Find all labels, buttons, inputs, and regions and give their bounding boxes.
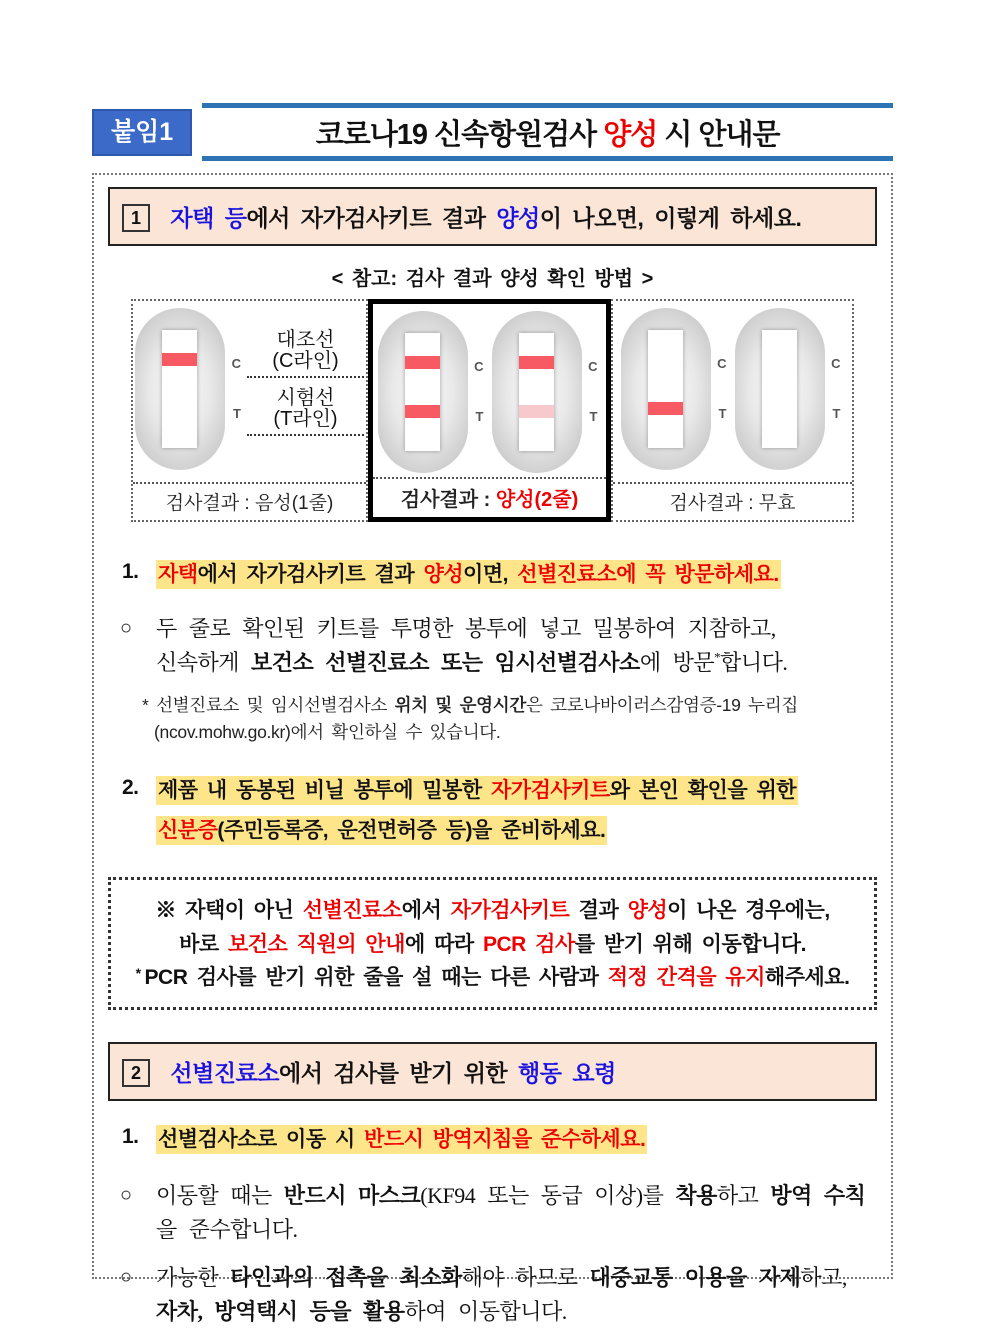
- positive-result-panel: [368, 299, 611, 522]
- title-post: 시 안내문: [657, 118, 780, 151]
- title-pre: 코로나19 신속항원검사: [315, 118, 604, 151]
- t-letter: T: [832, 406, 841, 421]
- item2-red2: 신분증: [158, 818, 218, 842]
- item2-red1: 자가검사키트: [491, 779, 610, 803]
- section1-head-blue2: 양성: [496, 205, 540, 231]
- footnote-text2: 은 코로나바이러스감염증-19 누리집: [526, 694, 798, 715]
- notice-line2: [119, 928, 866, 962]
- kit-body: [621, 308, 711, 470]
- section1-header: [108, 187, 877, 246]
- bullet1-line2-text3: 합니다.: [720, 649, 788, 675]
- s2b2-bold3: 자차, 방역택시 등을 활용: [156, 1298, 405, 1324]
- item-text: [156, 558, 877, 592]
- kit-body: [378, 311, 468, 473]
- c-line-band: [519, 356, 554, 369]
- kit-positive-strong: [376, 309, 490, 477]
- invalid-kit-area: [613, 301, 852, 482]
- footnote-line2: (ncov.mohw.go.kr)에서 확인하실 수 있습니다.: [154, 721, 501, 742]
- item-text: [156, 774, 877, 847]
- footnote-text1: 선별진료소 및 임시선별검사소: [156, 694, 395, 715]
- t-line-band: [648, 402, 683, 415]
- content-frame: [92, 173, 893, 1324]
- highlighted-text: [156, 776, 798, 805]
- s2b2-text4: 하여 이동합니다.: [404, 1298, 567, 1324]
- item2-text2: 와 본인 확인을 위한: [609, 779, 797, 803]
- line-labels: [247, 306, 366, 436]
- s2b2-text1: 가능한: [156, 1264, 231, 1290]
- notice-l2-text1: 바로: [179, 932, 228, 956]
- footnote-mark: *: [142, 694, 149, 715]
- c-line-band: [162, 353, 197, 366]
- section2-bullet2: [108, 1261, 877, 1329]
- section1-number-box: 1: [122, 204, 150, 232]
- s2b1-bold1: 반드시 마스크: [283, 1182, 421, 1208]
- s2item1-text1: 선별검사소로 이동 시: [158, 1128, 365, 1151]
- notice-line3: [119, 961, 866, 995]
- kit-positive-faint: [490, 309, 604, 477]
- highlighted-text: [156, 1125, 647, 1154]
- notice-l2-text3: 를 받기 위해 이동합니다.: [574, 932, 806, 956]
- bullet1-line2-text2: 에 방문: [639, 649, 715, 675]
- result-prefix: 검사결과 :: [400, 489, 496, 511]
- result-positive-value: 양성(2줄): [495, 489, 579, 511]
- item2-line1: [156, 774, 877, 808]
- section1-item2: [108, 774, 877, 847]
- result-prefix: 검사결과 :: [669, 493, 759, 514]
- c-letter: C: [717, 356, 727, 371]
- notice-l1-text4: 이 나온 경우에는,: [667, 899, 830, 923]
- bullet-text: [156, 612, 877, 680]
- bullet-text: [156, 1179, 877, 1247]
- t-letter: T: [718, 406, 727, 421]
- s2b1-text1: 이동할 때는: [156, 1182, 284, 1208]
- section1-head-blue1: 자택 등: [170, 205, 247, 231]
- item-number: 1.: [122, 560, 139, 583]
- kit-strip: [648, 330, 683, 448]
- circle-bullet-mark: ○: [120, 1183, 132, 1206]
- s2item1-red1: 반드시 방역지침을 준수하세요.: [364, 1128, 646, 1151]
- kit-body: [135, 308, 225, 470]
- test-line-name: 시험선: [276, 387, 335, 409]
- result-prefix: 검사결과 :: [165, 493, 255, 514]
- s2b1-bold2: 착용: [675, 1182, 717, 1208]
- kit-invalid-blank: [733, 306, 847, 474]
- item2-text3: (주민등록증, 운전면허증 등)을 준비하세요.: [217, 818, 606, 842]
- t-line-band: [405, 405, 440, 418]
- highlighted-text: [156, 560, 781, 589]
- section2-number-box: 2: [122, 1059, 150, 1087]
- t-letter: T: [589, 409, 598, 424]
- negative-result-panel: [131, 299, 368, 522]
- positive-result-label: [373, 477, 606, 517]
- notice-l1-text2: 에서: [401, 899, 451, 923]
- notice-l1-text3: 결과: [569, 899, 628, 923]
- s2b2-text3: 하고,: [800, 1264, 847, 1290]
- kit-negative: [133, 306, 247, 474]
- c-letter: C: [231, 356, 241, 371]
- section2-head-blue1: 선별진료소: [170, 1060, 279, 1086]
- result-negative-value: 음성(1줄): [254, 493, 334, 514]
- item-text: [156, 1123, 877, 1157]
- notice-l2-red2: PCR 검사: [482, 932, 575, 956]
- section2-header: [108, 1042, 877, 1101]
- kit-strip: [405, 333, 440, 451]
- negative-kit-area: [133, 301, 366, 482]
- kit-body: [735, 308, 825, 470]
- positive-kit-area: [373, 304, 606, 477]
- notice-l3-text1: PCR 검사를 받기 위한 줄을 설 때는 다른 사람과: [144, 966, 608, 990]
- invalid-result-panel: [611, 299, 854, 522]
- notice-l3-text2: 해주세요.: [764, 966, 850, 990]
- s2b1-text3: 하고: [716, 1182, 771, 1208]
- c-letter: C: [474, 359, 484, 374]
- item-number: 2.: [122, 776, 139, 800]
- notice-l1-red1: 선별진료소: [302, 899, 402, 923]
- notice-l2-red1: 보건소 직원의 안내: [227, 932, 405, 956]
- invalid-result-label: [613, 482, 852, 520]
- item1-red2: 양성: [423, 563, 464, 586]
- notice-l1-red3: 양성: [627, 899, 668, 923]
- c-line-band: [405, 356, 440, 369]
- s2b2-bold2: 대중교통 이용을 자제: [589, 1264, 801, 1290]
- notice-box: [108, 877, 877, 1010]
- negative-result-label: [133, 482, 366, 520]
- document-header: [92, 103, 893, 161]
- highlighted-text: [156, 816, 607, 845]
- item2-line2: [156, 814, 877, 848]
- s2b2-bold1: 타인과의 접촉을 최소화: [230, 1264, 462, 1290]
- c-letter: C: [831, 356, 841, 371]
- footnote: [108, 692, 877, 746]
- section2-head-blue2: 행동 요령: [518, 1060, 616, 1086]
- footnote-line1: [142, 692, 877, 719]
- test-kit-panel: [108, 299, 877, 522]
- bullet-text: [156, 1261, 877, 1329]
- section2-item1: [108, 1123, 877, 1157]
- reference-mark: ※: [155, 899, 186, 923]
- s2b1-text2: (KF94 또는 동급 이상)를: [420, 1182, 676, 1208]
- notice-l3-red1: 적정 간격을 유지: [607, 966, 765, 990]
- notice-l1-red2: 자가검사키트: [450, 899, 570, 923]
- test-line-code: (T라인): [273, 408, 338, 430]
- kit-invalid-tonly: [619, 306, 733, 474]
- bullet1-line2-text1: 신속하게: [156, 649, 252, 675]
- item1-red3: 선별진료소에 꼭 방문하세요.: [517, 563, 779, 586]
- document-title: [202, 103, 893, 161]
- item1-red1: 자택: [158, 563, 198, 586]
- c-letter: C: [588, 359, 598, 374]
- control-line-code: (C라인): [272, 350, 339, 372]
- s2b1-text4: 을 준수합니다.: [156, 1216, 298, 1242]
- t-letter: T: [233, 406, 241, 421]
- kit-strip: [762, 330, 797, 448]
- notice-star-mark: *: [135, 965, 141, 982]
- section2-head-text1: 에서 검사를 받기 위한: [279, 1060, 519, 1086]
- item2-text1: 제품 내 동봉된 비닐 봉투에 밀봉한: [158, 779, 492, 803]
- bullet1-line1: 두 줄로 확인된 키트를 투명한 봉투에 넣고 밀봉하여 지참하고,: [156, 615, 776, 641]
- control-line-name: 대조선: [276, 329, 335, 351]
- t-line-faint-band: [519, 405, 554, 418]
- section1-item1: [108, 558, 877, 592]
- section1-head-text2: 이 나오면, 이렇게 하세요.: [539, 205, 802, 231]
- s2b1-bold3: 방역 수칙: [770, 1182, 866, 1208]
- section2-bullet1: [108, 1179, 877, 1247]
- circle-bullet-mark: ○: [120, 616, 132, 639]
- item1-text2: 이면,: [463, 563, 518, 586]
- section1-bullet1: [108, 612, 877, 680]
- item-number: 1.: [122, 1125, 139, 1148]
- t-letter: T: [475, 409, 484, 424]
- attachment-badge: 붙임1: [92, 109, 192, 156]
- kit-strip: [162, 330, 197, 448]
- kit-body: [492, 311, 582, 473]
- notice-l1-text1: 자택이 아닌: [185, 899, 303, 923]
- circle-bullet-mark: ○: [120, 1265, 132, 1288]
- section1-head-text1: 에서 자가검사키트 결과: [246, 205, 497, 231]
- control-line-label: [247, 330, 364, 378]
- test-line-label: [247, 388, 364, 436]
- kit-strip: [519, 333, 554, 451]
- item1-text1: 에서 자가검사키트 결과: [197, 563, 424, 586]
- s2b2-text2: 해야 하므로: [461, 1264, 590, 1290]
- footnote-asterisk: *: [714, 649, 721, 665]
- footnote-bold1: 위치 및 운영시간: [394, 694, 526, 715]
- title-text: [316, 112, 780, 153]
- bullet1-line2-bold1: 보건소 선별진료소 또는 임시선별검사소: [251, 649, 640, 675]
- result-invalid-value: 무효: [758, 493, 796, 514]
- reference-caption: < 참고: 검사 결과 양성 확인 방법 >: [331, 268, 654, 290]
- notice-line1: [119, 894, 866, 928]
- title-positive-word: 양성: [603, 118, 658, 151]
- notice-l2-text2: 에 따라: [404, 932, 483, 956]
